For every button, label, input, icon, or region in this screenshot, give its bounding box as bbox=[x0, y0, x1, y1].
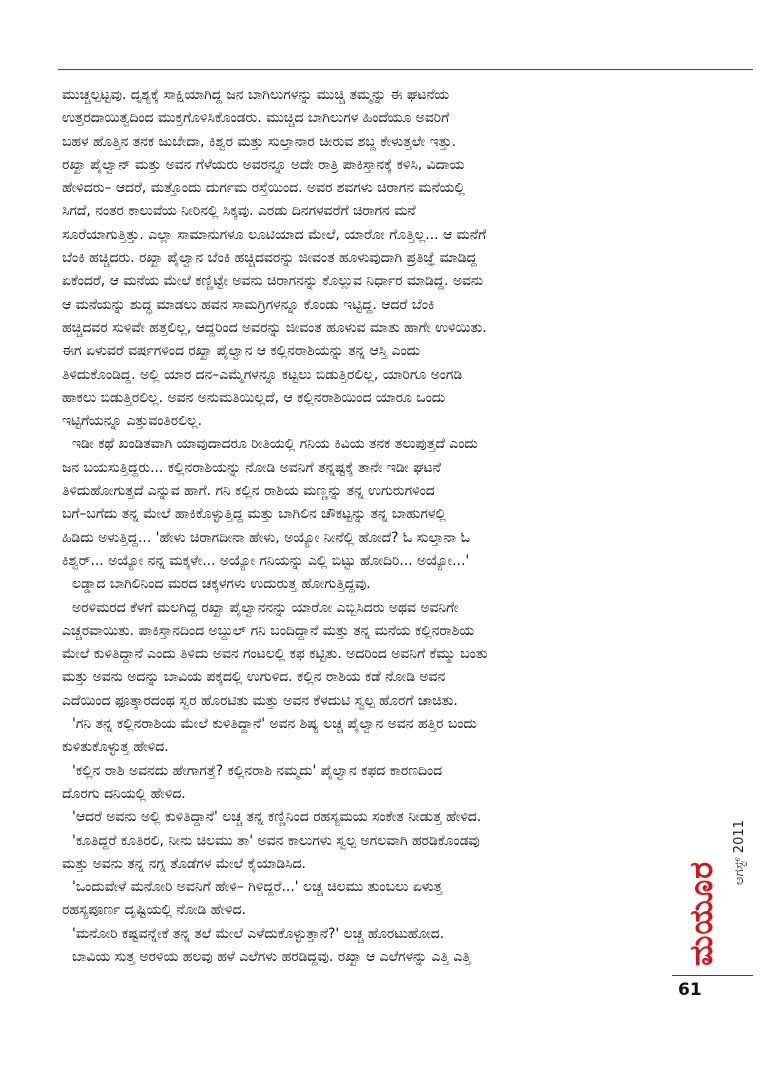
text-line: ಎದೆಯಿಂದ ಫೂತ್ಕಾರದಂಥ ಸ್ವರ ಹೊರಟಿತು ಮತ್ತು ಅವನ ಕೆಳದುಟಿ ಸ್ವಲ್ಪ ಹೊರಗೆ ಚಾಚಿತು. bbox=[62, 692, 458, 709]
text-line: ಇಟ್ಟಿಗೆಯನ್ನೂ ಎತ್ತುವಂತಿರಲಿಲ್ಲ. bbox=[62, 413, 203, 430]
text-line: ಹೇಳಿದರು– ಆದರೆ, ಮತ್ತೊಂದು ದುರ್ಗಮ ರಸ್ತೆಯಿಂದ. ಅವರ ಶವಗಳು ಚಿರಾಗನ ಮನೆಯಲ್ಲಿ bbox=[62, 180, 465, 197]
text-line: ಮತ್ತು ಅವನು ಅದನ್ನು ಬಾವಿಯ ಪಕ್ಕದಲ್ಲಿ ಉಗುಳಿದ. ಕಲ್ಲಿನ ರಾಶಿಯ ಕಡೆ ನೋಡಿ ಅವನ bbox=[62, 669, 446, 686]
text-line: ಏಕೆಂದರೆ, ಆ ಮನೆಯ ಮೇಲೆ ಕಣ್ಣಿಟ್ಟೇ ಅವನು ಚಿರಾಗನನ್ನು ಕೊಲ್ಲುವ ನಿರ್ಧಾರ ಮಾಡಿದ್ದ. ಅವನು bbox=[62, 273, 484, 290]
article-body bbox=[62, 84, 672, 969]
top-rule bbox=[58, 69, 753, 70]
text-line: 'ಆದರೆ ಅವನು ಅಲ್ಲಿ ಕುಳಿತಿದ್ದಾನೆ' ಲಚ್ಚ ತನ್ನ ಕಣ್ಣಿನಿಂದ ರಹಸ್ಯಮಯ ಸಂಕೇತ ನೀಡುತ್ತ ಹೇಳಿದ. bbox=[72, 809, 482, 826]
bottom-rule bbox=[672, 975, 753, 976]
text-line: ಎಚ್ಚರವಾಯಿತು. ಪಾಕಿಸ್ತಾನದಿಂದ ಅಬ್ದುಲ್ ಗನಿ ಬಂದಿದ್ದಾನೆ ಮತ್ತು ತನ್ನ ಮನೆಯ ಕಲ್ಲಿನರಾಶಿಯ bbox=[62, 622, 475, 639]
text-line: 'ಮನೋರಿ ಕಷ್ಟವನ್ನೇಕೆ ತನ್ನ ತಲೆ ಮೇಲೆ ಎಳೆದುಕೊಳ್ಳುತ್ತಾನೆ?' ಲಚ್ಚ ಹೊರಟುಹೋದ. bbox=[72, 925, 445, 942]
text-line: ರಹಸ್ಯಪೂರ್ಣ ದೃಷ್ಟಿಯಲ್ಲಿ ನೋಡಿ ಹೇಳಿದ. bbox=[62, 902, 246, 919]
magazine-logo: ಮಯೂರ bbox=[682, 860, 720, 966]
text-line: ಹಚ್ಚಿದವರ ಸುಳಿವೇ ಹತ್ತಲಿಲ್ಲ, ಆದ್ದರಿಂದ ಅವರನ್ನು ಜೀವಂತ ಹೂಳುವ ಮಾತು ಹಾಗೇ ಉಳಿಯಿತು. bbox=[62, 319, 487, 336]
text-line: ಹಾಕಲು ಬಿಡುತ್ತಿರಲಿಲ್ಲ. ಅವನ ಅನುಮತಿಯಿಲ್ಲದೆ, ಆ ಕಲ್ಲಿನರಾಶಿಯಿಂದ ಯಾರೂ ಒಂದು bbox=[62, 389, 446, 406]
text-line: ಆ ಮನೆಯನ್ನು ಶುದ್ಧ ಮಾಡಲು ಹವನ ಸಾಮಗ್ರಿಗಳನ್ನೂ ಕೊಂಡು ಇಟ್ಟಿದ್ದ. ಆದರೆ ಬೆಂಕಿ bbox=[62, 296, 435, 313]
text-line: ಇಡೀ ಕಥೆ ಖಂಡಿತವಾಗಿ ಯಾವುದಾದರೂ ರೀತಿಯಲ್ಲಿ ಗನಿಯ ಕಿವಿಯ ತನಕ ತಲುಪುತ್ತದೆ ಎಂದು bbox=[72, 436, 478, 453]
text-line: ಉತ್ತರದಾಯಿತ್ವದಿಂದ ಮುಕ್ತಗೊಳಿಸಿಕೊಂಡರು. ಮುಚ್ಚಿದ ಬಾಗಿಲುಗಳ ಹಿಂದೆಯೂ ಅವರಿಗೆ bbox=[62, 110, 450, 127]
issue-date: ಆಗಸ್ಟ್ 2011 bbox=[732, 820, 747, 885]
text-line: ಅರಳಿಮರದ ಕೆಳಗೆ ಮಲಗಿದ್ದ ರಖ್ಖಾ ಪೈಲ್ವಾನನನ್ನು ಯಾರೋ ಎಬ್ಬಿಸಿದರು ಅಥವ ಅವನಿಗೇ bbox=[72, 599, 459, 616]
text-line: ಜನ ಬಯಸುತ್ತಿದ್ದರು... ಕಲ್ಲಿನರಾಶಿಯನ್ನು ನೋಡಿ ಅವನಿಗೆ ತನ್ನಷ್ಟಕ್ಕೆ ತಾನೇ ಇಡೀ ಘಟನೆ bbox=[62, 459, 441, 476]
text-line: ಕುಳಿತುಕೊಳ್ಳುತ್ತ ಹೇಳಿದ. bbox=[62, 739, 169, 756]
magazine-sidebar bbox=[680, 820, 752, 980]
text-line: ಬಾವಿಯ ಸುತ್ತ ಅರಳಿಯ ಹಲವು ಹಳೆ ಎಲೆಗಳು ಹರಡಿದ್ದವು. ರಖ್ಖಾ ಆ ಎಲೆಗಳನ್ನು ಎತ್ತಿ ಎತ್ತಿ bbox=[72, 948, 471, 965]
text-line: ತಿಳಿದುಕೊಂಡಿದ್ದ. ಅಲ್ಲಿ ಯಾರ ದನ–ಎಮ್ಮೆಗಳನ್ನೂ ಕಟ್ಟಲು ಬಿಡುತ್ತಿರಲಿಲ್ಲ, ಯಾರಿಗೂ ಅಂಗಡಿ bbox=[62, 366, 463, 383]
magazine-logo-box bbox=[682, 848, 732, 978]
text-line: ಮತ್ತು ಅವನು ತನ್ನ ನಗ್ನ ತೊಡೆಗಳ ಮೇಲೆ ಕೈಯಾಡಿಸಿದ. bbox=[62, 855, 306, 872]
page-number: 61 bbox=[678, 980, 702, 1000]
text-line: ಮುಚ್ಚಲ್ಪಟ್ಟವು. ದೃಶ್ಯಕ್ಕೆ ಸಾಕ್ಷಿಯಾಗಿದ್ದ ಜನ ಬಾಗಿಲುಗಳನ್ನು ಮುಚ್ಚಿ ತಮ್ಮನ್ನು ಈ ಘಟನೆಯ bbox=[62, 87, 450, 103]
text-line: ಹಿಡಿದು ಅಳುತ್ತಿದ್ದ... 'ಹೇಳು ಚಿರಾಗದೀನಾ ಹೇಳು, ಅಯ್ಯೋ ನೀನೆಲ್ಲಿ ಹೋದೆ? ಓ ಸುಲ್ತಾನಾ ಓ bbox=[62, 529, 470, 546]
text-line: ಬಗೆ–ಬಗೆದು ತನ್ನ ಮೇಲೆ ಹಾಕಿಕೊಳ್ಳುತ್ತಿದ್ದ ಮತ್ತು ಬಾಗಿಲಿನ ಚೌಕಟ್ಟನ್ನು ತನ್ನ ಬಾಹುಗಳಲ್ಲಿ bbox=[62, 506, 446, 523]
text-line: ಲಡ್ಡಾದ ಬಾಗಿಲಿನಿಂದ ಮರದ ಚಕ್ಕಳಗಳು ಉದುರುತ್ತ ಹೋಗುತ್ತಿದ್ದವು. bbox=[72, 576, 371, 593]
text-line: ತಿಳಿದುಹೋಗುತ್ತದೆ ಎನ್ನುವ ಹಾಗೆ. ಗನಿ ಕಲ್ಲಿನ ರಾಶಿಯ ಮಣ್ಣನ್ನು ತನ್ನ ಉಗುರುಗಳಿಂದ bbox=[62, 483, 435, 500]
text-line: ಮೇಲೆ ಕುಳಿತಿದ್ದಾನೆ ಎಂದು ತಿಳಿದು ಅವನ ಗಂಟಲಲ್ಲಿ ಕಫ ಕಟ್ಟಿತು. ಅದರಿಂದ ಅವನಿಗೆ ಕೆಮ್ಮು ಬಂತು bbox=[62, 646, 488, 663]
text-line: 'ಒಂದುವೇಳೆ ಮನೋರಿ ಅವನಿಗೆ ಹೇಳಿ– ಗಿಳಿದ್ದರೆ...' ಲಚ್ಚ ಚಿಲಮು ತುಂಬಲು ಏಳುತ್ತ bbox=[72, 879, 443, 896]
text-line: ಕಿಶ್ವರ್... ಅಯ್ಯೋ ನನ್ನ ಮಕ್ಕಳೇ... ಅಯ್ಯೋ ಗನಿಯನ್ನು ಎಲ್ಲಿ ಬಿಟ್ಟು ಹೋದಿರಿ... ಅಯ್ಯೋ...' bbox=[62, 552, 470, 569]
issue-date-box bbox=[732, 820, 750, 950]
text-line: ಈಗ ಏಳುವರೆ ವರ್ಷಗಳಿಂದ ರಖ್ಖಾ ಪೈಲ್ವಾನ ಆ ಕಲ್ಲಿನರಾಶಿಯನ್ನು ತನ್ನ ಆಸ್ತಿ ಎಂದು bbox=[62, 343, 421, 360]
text-line: ದೊರಗು ದನಿಯಲ್ಲಿ ಹೇಳಿದ. bbox=[62, 785, 186, 802]
text-line: ಬಹಳ ಹೊತ್ತಿನ ತನಕ ಜುಬೇದಾ, ಕಿಶ್ವರ ಮತ್ತು ಸುಲ್ತಾನಾರ ಚೀರುವ ಶಬ್ದ ಕೇಳುತ್ತಲೇ ಇತ್ತು. bbox=[62, 133, 457, 150]
text-line: ರಖ್ಖಾ ಪೈಲ್ವಾನ್ ಮತ್ತು ಅವನ ಗೆಳೆಯರು ಅವರನ್ನೂ ಅದೇ ರಾತ್ರಿ ಪಾಕಿಸ್ತಾನಕ್ಕೆ ಕಳಿಸಿ, ವಿದಾಯ bbox=[62, 156, 465, 173]
text-line: 'ಕಲ್ಲಿನ ರಾಶಿ ಅವನದು ಹೇಗಾಗತ್ತೆ? ಕಲ್ಲಿನರಾಶಿ ನಮ್ಮದು' ಪೈಲ್ವಾನ ಕಫದ ಕಾರಣದಿಂದ bbox=[72, 762, 443, 779]
text-line: 'ಕೂತಿದ್ದರೆ ಕೂತಿರಲಿ, ನೀನು ಚಿಲಮು ತಾ' ಅವನ ಕಾಲುಗಳು ಸ್ವಲ್ಪ ಅಗಲವಾಗಿ ಹರಡಿಕೊಂಡವು bbox=[72, 832, 480, 849]
text-line: ಬೆಂಕಿ ಹಚ್ಚಿದರು. ರಖ್ಖಾ ಪೈಲ್ವಾನ ಬೆಂಕಿ ಹಚ್ಚಿದವರನ್ನು ಜೀವಂತ ಹೂಳುವುದಾಗಿ ಪ್ರತಿಜ್ಞೆ ಮಾಡಿದ್ದ bbox=[62, 250, 477, 267]
text-line: ಸಿಗದೆ, ನಂತರ ಕಾಲುವೆಯ ನೀರಿನಲ್ಲಿ ಸಿಕ್ಕವು. ಎರಡು ದಿನಗಳವರೆಗೆ ಚಿರಾಗನ ಮನೆ bbox=[62, 203, 416, 220]
text-line: 'ಗನಿ ತನ್ನ ಕಲ್ಲಿನರಾಶಿಯ ಮೇಲೆ ಕುಳಿತಿದ್ದಾನೆ' ಅವನ ಶಿಷ್ಯ ಲಚ್ಚ ಪೈಲ್ವಾನ ಅವನ ಹತ್ತಿರ ಬಂದು bbox=[72, 716, 477, 733]
text-line: ಸೂರೆಯಾಗುತ್ತಿತ್ತು. ಎಲ್ಲಾ ಸಾಮಾನುಗಳೂ ಲೂಟಿಯಾದ ಮೇಲೆ, ಯಾರೋ ಗೊತ್ತಿಲ್ಲ... ಆ ಮನೆಗೆ bbox=[62, 226, 487, 243]
